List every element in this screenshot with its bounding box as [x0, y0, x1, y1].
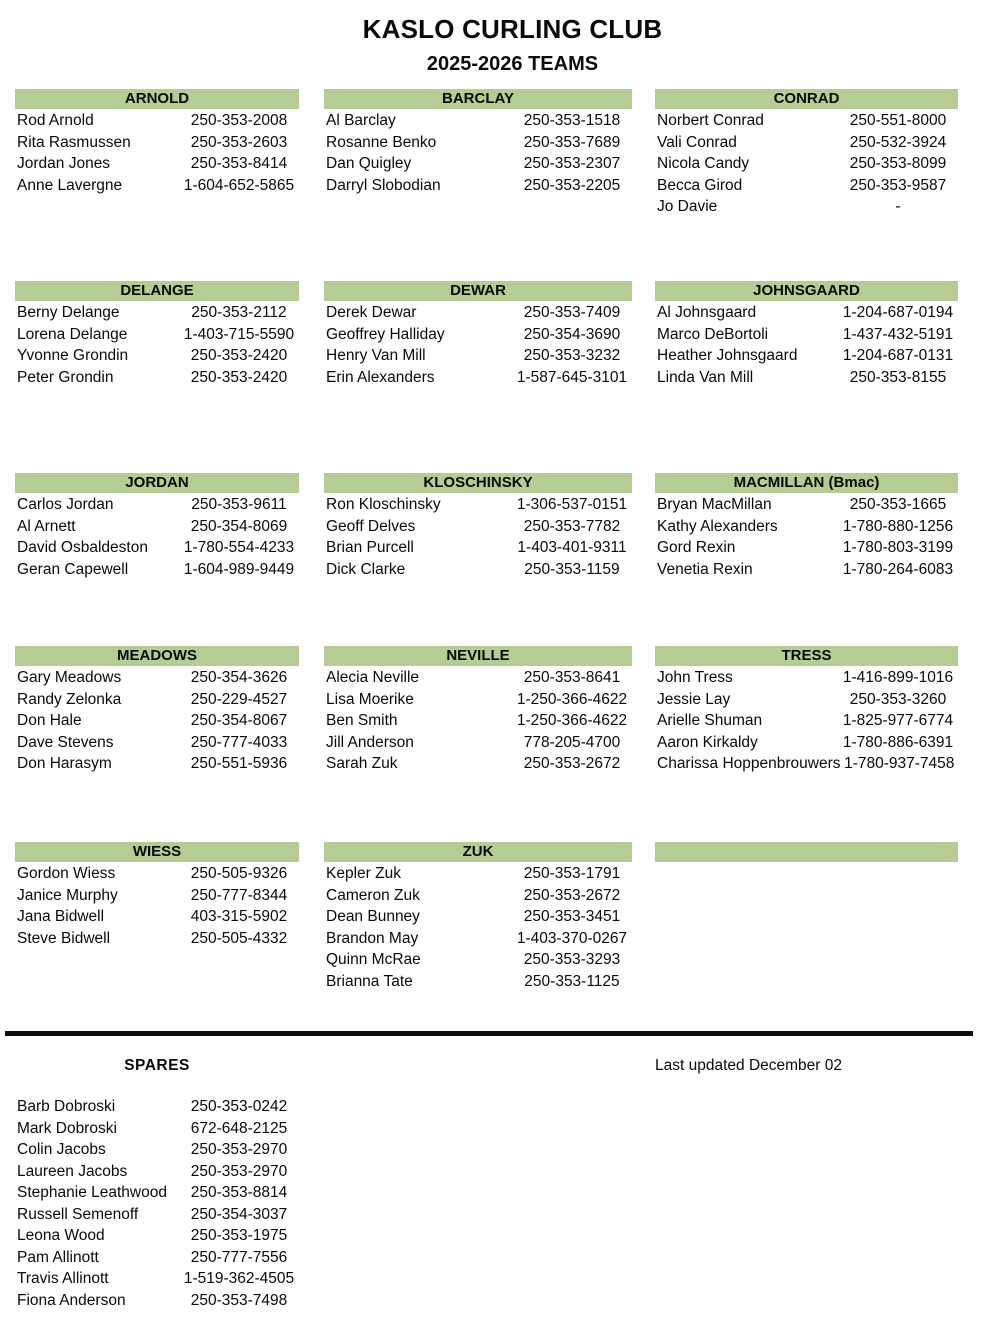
member-row [324, 153, 632, 175]
member-row [655, 494, 958, 516]
member-phone: 250-353-1518 [523, 112, 621, 129]
member-name: Arielle Shuman [657, 712, 763, 729]
member-row [15, 1182, 299, 1204]
member-row [655, 516, 958, 538]
member-phone: 250-353-2672 [523, 886, 621, 904]
member-name: Rosanne Benko [326, 133, 437, 151]
member-name: Leona Wood [17, 1227, 105, 1244]
member-phone: 1-519-362-4505 [183, 1270, 295, 1287]
member-phone: 1-780-803-3199 [842, 539, 954, 556]
member-row [324, 132, 632, 154]
member-phone: 250-551-5936 [190, 755, 288, 772]
member-row [15, 537, 299, 559]
member-phone: 672-648-2125 [190, 1119, 288, 1137]
member-row [655, 153, 958, 175]
member-name: Jessie Lay [657, 690, 731, 708]
member-name: Heather Johnsgaard [657, 347, 798, 364]
member-name: Jill Anderson [326, 733, 414, 751]
member-row [15, 689, 299, 711]
team-members [655, 494, 958, 580]
member-row [324, 949, 632, 971]
member-phone: 250-353-2672 [523, 755, 621, 772]
member-phone: 250-354-3037 [190, 1205, 288, 1223]
member-phone: 250-354-8067 [190, 712, 288, 729]
team-header: NEVILLE [324, 646, 632, 666]
member-phone: 1-604-989-9449 [183, 560, 295, 578]
member-name: Anne Lavergne [17, 176, 123, 194]
team-header: JORDAN [15, 473, 299, 493]
member-row [15, 367, 299, 389]
member-row [15, 516, 299, 538]
member-name: Becca Girod [657, 176, 743, 194]
member-phone: 1-604-652-5865 [183, 176, 295, 194]
member-phone: 250-353-9611 [191, 496, 287, 513]
member-phone: 1-306-537-0151 [516, 496, 628, 513]
team-members [15, 494, 299, 580]
member-row [324, 689, 632, 711]
member-phone: 250-229-4527 [190, 690, 288, 708]
member-phone: 250-353-1791 [523, 865, 621, 882]
team-header: MACMILLAN (Bmac) [655, 473, 958, 493]
team-header: JOHNSGAARD [655, 281, 958, 301]
team-block [15, 281, 299, 388]
member-row [15, 494, 299, 516]
empty-team-header-bar [655, 842, 958, 862]
member-row [15, 324, 299, 346]
member-row [655, 753, 958, 775]
member-name: Erin Alexanders [326, 368, 435, 386]
member-phone: 250-353-2205 [523, 176, 621, 194]
member-name: Henry Van Mill [326, 347, 426, 364]
member-row [15, 345, 299, 367]
team-members [655, 110, 958, 218]
member-row [15, 732, 299, 754]
member-name: Vali Conrad [657, 133, 737, 151]
member-name: Alecia Neville [326, 669, 420, 686]
member-phone: 1-403-401-9311 [517, 539, 627, 556]
member-name: Nicola Candy [657, 155, 750, 172]
member-phone: 250-353-7409 [523, 304, 621, 321]
member-name: Ron Kloschinsky [326, 496, 441, 513]
member-phone: 1-587-645-3101 [516, 368, 628, 386]
member-row [324, 516, 632, 538]
team-header: BARCLAY [324, 89, 632, 109]
team-members [324, 110, 632, 196]
member-row [324, 367, 632, 389]
member-row [655, 196, 958, 218]
team-block [15, 646, 299, 775]
member-row [655, 175, 958, 197]
member-phone: 250-353-8155 [849, 368, 947, 386]
member-row [324, 537, 632, 559]
member-row [15, 175, 299, 197]
member-row [15, 110, 299, 132]
member-phone: 250-354-3626 [190, 669, 288, 686]
member-phone: 250-353-2420 [190, 347, 288, 364]
member-name: John Tress [657, 669, 733, 686]
member-name: Al Johnsgaard [657, 304, 757, 321]
member-name: Darryl Slobodian [326, 176, 441, 194]
team-block [324, 89, 632, 196]
member-row [15, 667, 299, 689]
member-name: Travis Allinott [17, 1270, 109, 1287]
team-members [324, 302, 632, 388]
member-row [324, 863, 632, 885]
member-row [15, 1096, 299, 1118]
team-block [655, 89, 958, 218]
member-phone: 250-353-3451 [523, 908, 621, 925]
member-row [15, 1290, 299, 1312]
team-header: DEWAR [324, 281, 632, 301]
member-name: Yvonne Grondin [17, 347, 129, 364]
member-name: Kepler Zuk [326, 865, 401, 882]
member-phone: 250-353-7689 [523, 133, 621, 151]
member-row [655, 367, 958, 389]
member-name: Randy Zelonka [17, 690, 122, 708]
member-row [324, 324, 632, 346]
member-name: Rita Rasmussen [17, 133, 131, 151]
member-row [15, 1225, 299, 1247]
member-phone: 250-777-4033 [190, 733, 288, 751]
member-name: Gary Meadows [17, 669, 122, 686]
team-block [655, 281, 958, 388]
member-row [324, 345, 632, 367]
member-phone: 1-403-370-0267 [516, 929, 628, 947]
member-row [324, 667, 632, 689]
member-name: Russell Semenoff [17, 1205, 139, 1223]
member-name: Bryan MacMillan [657, 496, 772, 513]
member-name: Colin Jacobs [17, 1141, 106, 1158]
member-phone: 1-204-687-0131 [842, 347, 954, 364]
member-phone: 250-353-2970 [190, 1162, 288, 1180]
member-phone: 250-353-2008 [190, 112, 288, 129]
member-row [324, 110, 632, 132]
member-phone: 250-353-7782 [523, 517, 621, 535]
member-name: Don Harasym [17, 755, 112, 772]
member-name: Mark Dobroski [17, 1119, 117, 1137]
team-members [15, 302, 299, 388]
member-phone: 1-780-886-6391 [842, 733, 954, 751]
member-phone: 250-353-8814 [190, 1184, 288, 1201]
member-row [324, 175, 632, 197]
member-row [324, 559, 632, 581]
member-row [655, 537, 958, 559]
member-name: Peter Grondin [17, 368, 114, 386]
member-name: Venetia Rexin [657, 560, 753, 578]
team-members [324, 667, 632, 775]
section-divider [5, 1031, 973, 1036]
member-name: Barb Dobroski [17, 1098, 116, 1115]
member-phone: 250-353-0242 [190, 1098, 288, 1115]
member-phone: 1-437-432-5191 [842, 325, 954, 343]
member-row [15, 1139, 299, 1161]
member-name: Jo Davie [657, 198, 718, 215]
member-phone: 1-780-937-7458 [844, 755, 955, 772]
member-row [15, 1204, 299, 1226]
member-name: Gord Rexin [657, 539, 736, 556]
member-phone: 1-780-880-1256 [842, 517, 954, 535]
team-header: DELANGE [15, 281, 299, 301]
member-phone: 250-353-3260 [849, 690, 947, 708]
member-phone: 250-353-1975 [190, 1227, 288, 1244]
team-block [655, 473, 958, 580]
member-phone: 250-353-8641 [523, 669, 621, 686]
member-name: Steve Bidwell [17, 929, 111, 947]
member-row [15, 559, 299, 581]
member-phone: 250-354-8069 [190, 517, 288, 535]
member-phone: 250-505-4332 [190, 929, 288, 947]
team-members [15, 110, 299, 196]
member-row [15, 1118, 299, 1140]
team-header: KLOSCHINSKY [324, 473, 632, 493]
spares-list [15, 1096, 299, 1311]
member-name: Ben Smith [326, 712, 398, 729]
member-phone: 1-403-715-5590 [183, 325, 295, 343]
member-name: Al Barclay [326, 112, 396, 129]
last-updated-text: Last updated December 02 [655, 1057, 842, 1074]
team-header: ARNOLD [15, 89, 299, 109]
member-phone: 250-353-3232 [523, 347, 621, 364]
member-row [15, 1161, 299, 1183]
member-row [15, 885, 299, 907]
team-block [324, 842, 632, 992]
member-phone: 250-353-2420 [190, 368, 288, 386]
member-name: Aaron Kirkaldy [657, 733, 758, 751]
member-row [324, 753, 632, 775]
member-name: Berny Delange [17, 304, 120, 321]
member-row [15, 132, 299, 154]
member-phone: 250-353-1125 [524, 972, 620, 990]
member-phone: 250-354-3690 [523, 325, 621, 343]
team-header: MEADOWS [15, 646, 299, 666]
team-block [15, 89, 299, 196]
member-row [15, 928, 299, 950]
member-name: Brandon May [326, 929, 419, 947]
member-phone: 250-505-9326 [190, 865, 288, 882]
team-header: ZUK [324, 842, 632, 862]
member-phone: 250-532-3924 [849, 133, 947, 151]
member-phone: 403-315-5902 [190, 908, 288, 925]
member-row [324, 710, 632, 732]
member-row [655, 559, 958, 581]
member-phone: 250-777-8344 [190, 886, 288, 904]
member-name: Brianna Tate [326, 972, 413, 990]
member-row [324, 971, 632, 993]
member-name: Norbert Conrad [657, 112, 764, 129]
member-name: Dick Clarke [326, 560, 406, 578]
member-row [15, 1247, 299, 1269]
member-name: Fiona Anderson [17, 1291, 126, 1309]
member-name: Charissa Hoppenbrouwers [657, 755, 841, 772]
member-row [655, 324, 958, 346]
team-members [15, 667, 299, 775]
member-row [15, 710, 299, 732]
team-block [15, 473, 299, 580]
member-phone: 250-353-2970 [190, 1141, 288, 1158]
member-row [655, 302, 958, 324]
member-row [324, 302, 632, 324]
page-title: KASLO CURLING CLUB [362, 14, 663, 44]
member-name: Geran Capewell [17, 560, 129, 578]
member-name: Dean Bunney [326, 908, 420, 925]
member-phone: 1-416-899-1016 [842, 669, 954, 686]
team-members [324, 494, 632, 580]
member-row [655, 132, 958, 154]
member-phone: 1-780-554-4233 [183, 539, 295, 556]
member-row [324, 494, 632, 516]
member-phone: 250-777-7556 [190, 1248, 288, 1266]
member-phone: 250-551-8000 [849, 112, 947, 129]
team-block [655, 646, 958, 775]
member-name: Lorena Delange [17, 325, 128, 343]
member-phone: 250-353-2603 [190, 133, 288, 151]
member-name: Gordon Wiess [17, 865, 116, 882]
member-name: Jordan Jones [17, 155, 111, 172]
member-phone: 1-250-366-4622 [516, 690, 628, 708]
page-subtitle: 2025-2026 TEAMS [426, 53, 599, 75]
member-name: Carlos Jordan [17, 496, 114, 513]
team-header: CONRAD [655, 89, 958, 109]
member-row [655, 732, 958, 754]
member-name: Lisa Moerike [326, 690, 414, 708]
member-phone: 250-353-1159 [524, 560, 620, 578]
member-row [655, 689, 958, 711]
team-block [324, 473, 632, 580]
member-name: Pam Allinott [17, 1248, 99, 1266]
member-row [15, 863, 299, 885]
member-row [655, 667, 958, 689]
member-phone: 250-353-2307 [523, 155, 621, 172]
team-header: WIESS [15, 842, 299, 862]
member-row [324, 928, 632, 950]
member-row [655, 345, 958, 367]
member-phone: 250-353-7498 [190, 1291, 288, 1309]
member-phone: 1-780-264-6083 [842, 560, 954, 578]
team-block [15, 842, 299, 949]
team-members [324, 863, 632, 992]
member-phone: 1-204-687-0194 [842, 304, 954, 321]
member-row [15, 906, 299, 928]
member-name: Geoffrey Halliday [326, 325, 445, 343]
member-name: David Osbaldeston [17, 539, 148, 556]
member-phone: 250-353-1665 [849, 496, 947, 513]
member-row [15, 302, 299, 324]
team-members [655, 302, 958, 388]
member-row [15, 1268, 299, 1290]
member-name: Derek Dewar [326, 304, 417, 321]
team-members [15, 863, 299, 949]
member-name: Sarah Zuk [326, 755, 398, 772]
member-name: Stephanie Leathwood [17, 1184, 167, 1201]
member-name: Dan Quigley [326, 155, 412, 172]
member-phone: 250-353-9587 [849, 176, 947, 194]
member-phone: 250-353-3293 [523, 951, 621, 968]
member-name: Dave Stevens [17, 733, 114, 751]
member-name: Geoff Delves [326, 517, 416, 535]
member-phone: 250-353-8099 [849, 155, 947, 172]
member-name: Kathy Alexanders [657, 517, 778, 535]
member-name: Don Hale [17, 712, 82, 729]
member-name: Quinn McRae [326, 951, 421, 968]
team-header: TRESS [655, 646, 958, 666]
member-phone: - [895, 198, 901, 215]
member-row [324, 732, 632, 754]
member-name: Linda Van Mill [657, 368, 754, 386]
member-phone: 250-353-8414 [190, 155, 288, 172]
team-members [655, 667, 958, 775]
member-phone: 1-825-977-6774 [842, 712, 954, 729]
member-name: Al Arnett [17, 517, 76, 535]
member-phone: 778-205-4700 [523, 733, 621, 751]
member-name: Janice Murphy [17, 886, 118, 904]
member-name: Laureen Jacobs [17, 1162, 128, 1180]
member-name: Cameron Zuk [326, 886, 420, 904]
member-row [655, 110, 958, 132]
team-block [324, 646, 632, 775]
member-name: Brian Purcell [326, 539, 414, 556]
member-row [15, 153, 299, 175]
spares-heading: SPARES [124, 1057, 190, 1074]
team-block [324, 281, 632, 388]
member-row [324, 885, 632, 907]
member-name: Rod Arnold [17, 112, 94, 129]
member-phone: 1-250-366-4622 [516, 712, 628, 729]
member-name: Jana Bidwell [17, 908, 105, 925]
member-name: Marco DeBortoli [657, 325, 769, 343]
member-row [15, 753, 299, 775]
member-row [655, 710, 958, 732]
member-phone: 250-353-2112 [191, 304, 287, 321]
member-row [324, 906, 632, 928]
